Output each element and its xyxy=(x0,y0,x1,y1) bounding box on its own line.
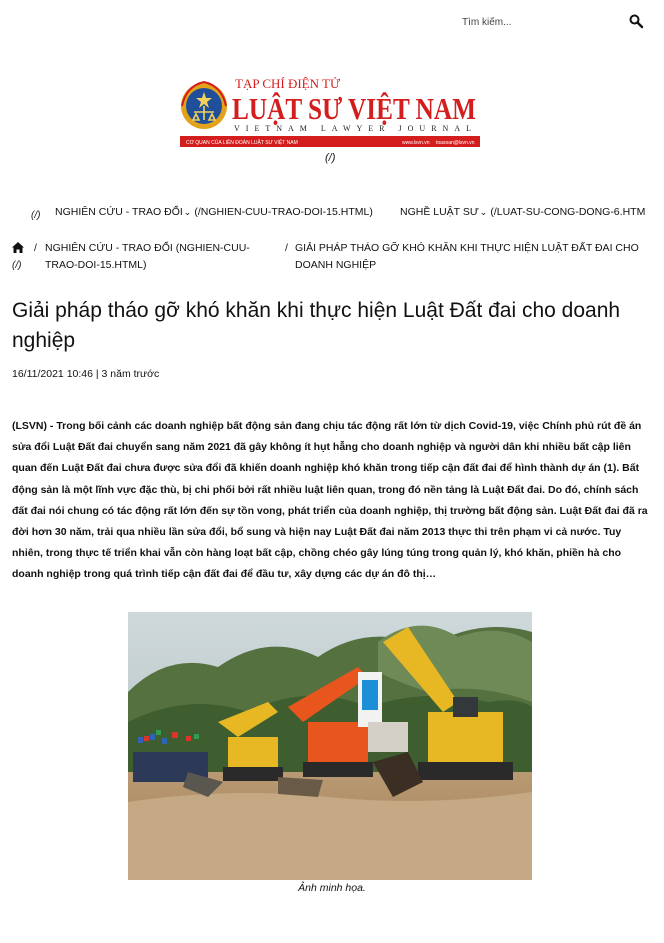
logo-top-line: TẠP CHÍ ĐIỆN TỬ xyxy=(235,76,341,91)
breadcrumb-category[interactable]: NGHIÊN CỨU - TRAO ĐỔI (NGHIEN-CUU-TRAO-DOI-15.HTML) xyxy=(45,242,250,271)
article-title: Giải pháp tháo gỡ khó khăn khi thực hiện Luật Đất đai cho doanh nghiệp xyxy=(12,299,621,352)
chevron-down-icon[interactable]: ⌄ xyxy=(479,207,488,217)
nav-item-href[interactable]: (/LUAT-SU-CONG-DONG-6.HTM xyxy=(490,206,646,218)
home-icon xyxy=(12,242,24,253)
breadcrumb-home-path[interactable]: (/) xyxy=(12,260,22,271)
nav-item-href[interactable]: (/NGHIEN-CUU-TRAO-DOI-15.HTML) xyxy=(194,206,373,218)
logo-sub-text: VIETNAM LAWYER JOURNAL xyxy=(234,124,474,133)
excavators-photo xyxy=(128,612,532,880)
nav-item-nghien-cuu[interactable] xyxy=(55,206,373,218)
article-lead: (LSVN) - Trong bối cảnh các doanh nghiệp bất động sản đang chịu tác động rất lớn từ dịch Covid-19, việc Chính phủ rút đề án sửa đổi Luật Đất đai chuyển sang năm 2021 đã gây không ít hụt hẫng cho doanh nghiệp và người dân khi nhiều bất cập liên quan đến Luật Đất đai chưa được sửa đổi đã khiến doanh nghiệp khó khăn trong tiếp cận đất đai để hình thành dự án (1). Bất động sản là một lĩnh vực đặc thù, bị chi phối bởi rất nhiều luật liên quan, trong đó nền tảng là Luật Đất đai. Do đó, chính sách đất đai nói chung có tác động rất lớn đến sự tồn vong, phát triển của doanh nghiệp, thị trường bất động sản. Luật Đất đai đã ra đời hơn 30 năm, trải qua nhiều lần sửa đổi, bổ sung và hiện nay Luật Đất đai năm 2013 thực thi trên phạm vi cả nước. Tuy nhiên, trong thực tế triển khai vẫn còn hàng loạt bất cập, chồng chéo gây lúng túng trong quản lý, khó khăn, phiền hà cho doanh nghiệp trong quá trình tiếp cận đất đai để đầu tư, xây dựng các dự án đô thị… xyxy=(12,420,648,581)
logo-email: toasoan@lsvn.vn xyxy=(436,140,475,146)
breadcrumb-separator: / xyxy=(34,242,37,254)
logo-home-link[interactable]: (/) xyxy=(325,152,336,164)
article-datetime: 16/11/2021 10:46 xyxy=(12,368,93,380)
search-button[interactable] xyxy=(628,14,644,30)
main-navigation xyxy=(0,206,664,224)
logo-tagline: CƠ QUAN CỦA LIÊN ĐOÀN LUẬT SƯ VIỆT NAM xyxy=(186,140,298,146)
chevron-down-icon[interactable]: ⌄ xyxy=(183,207,192,217)
site-logo[interactable] xyxy=(180,76,480,150)
image-caption: Ảnh minh họa. xyxy=(298,882,366,894)
search-input[interactable] xyxy=(462,12,622,32)
search-icon xyxy=(629,14,643,28)
breadcrumb-separator: / xyxy=(285,242,288,254)
nav-item-label[interactable]: NGHIÊN CỨU - TRAO ĐỔI xyxy=(55,206,183,218)
breadcrumb-home[interactable] xyxy=(12,242,26,254)
article-image xyxy=(128,612,532,880)
logo-main-text: LUẬT SƯ VIỆT NAM xyxy=(232,91,476,126)
search-bar xyxy=(462,12,652,32)
article-ago: | 3 năm trước xyxy=(95,368,160,380)
nav-item-label[interactable]: NGHỀ LUẬT SƯ xyxy=(400,206,479,218)
nav-item-nghe-luat-su[interactable] xyxy=(400,206,645,218)
breadcrumb xyxy=(12,240,662,276)
nav-home-link[interactable]: (/) xyxy=(31,210,41,221)
logo-url: www.lsvn.vn xyxy=(402,140,430,146)
article-meta xyxy=(12,368,159,380)
breadcrumb-current: GIẢI PHÁP THÁO GỠ KHÓ KHĂN KHI THỰC HIỆN LUẬT ĐẤT ĐAI CHO DOANH NGHIỆP xyxy=(295,242,639,271)
logo-graphic xyxy=(180,76,480,150)
